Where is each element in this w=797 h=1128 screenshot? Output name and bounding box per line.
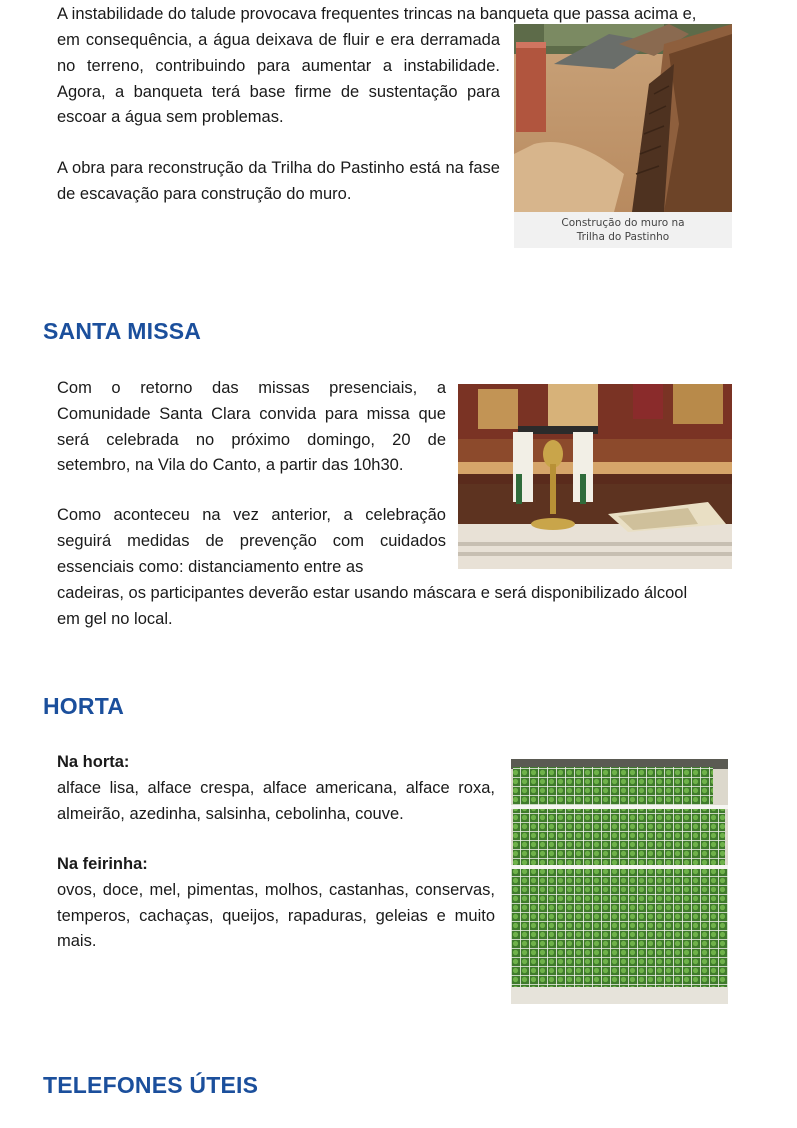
mass-altar-photo [458, 384, 732, 569]
feirinha-block [57, 852, 495, 955]
missa-paragraph-2-continued: cadeiras, os participantes deverão estar usando máscara e será disponibilizado álcool [57, 584, 688, 602]
missa-paragraph-1: Com o retorno das missas presenciais, a Comunidade Santa Clara convida para missa que será celebrada no próximo domingo, 20 de setembro, na Vila do Canto, a partir das 10h30. [57, 379, 446, 475]
caption-line-1: Construção do muro na [561, 217, 685, 229]
horta-items: alface lisa, alface crespa, alface americana, alface roxa, almeirão, azedinha, salsinha, cebolinha, couve. [57, 778, 495, 823]
obra-intro-line: A instabilidade do talude provocava frequentes trincas na banqueta que passa acima e, [57, 5, 697, 23]
heading-santa-missa: SANTA MISSA [43, 318, 202, 344]
feirinha-items: ovos, doce, mel, pimentas, molhos, castanhas, conservas, temperos, cachaças, queijos, rapaduras, geleias e muito mais. [57, 880, 495, 951]
missa-paragraph-2: Como aconteceu na vez anterior, a celebração seguirá medidas de prevenção com cuidados essenciais como: distanciamento entre as [57, 506, 446, 576]
horta-block [57, 750, 495, 827]
heading-horta: HORTA [43, 693, 125, 719]
trail-construction-photo [514, 24, 732, 212]
obra-paragraph-1: em consequência, a água deixava de fluir e era derramada no terreno, contribuindo para aumentar a instabilidade. Agora, a banqueta terá base firme de sustentação para escoar a água sem problemas. [57, 31, 500, 127]
missa-paragraph-2-end: em gel no local. [57, 610, 173, 628]
obra-paragraph-2: A obra para reconstrução da Trilha do Pastinho está na fase de escavação para construção do muro. [57, 159, 500, 203]
heading-telefones-uteis: TELEFONES ÚTEIS [43, 1072, 259, 1098]
caption-line-2: Trilha do Pastinho [576, 231, 670, 243]
trail-photo-caption [514, 212, 732, 248]
feirinha-label: Na feirinha: [57, 855, 148, 873]
seedling-trays-photo [511, 759, 728, 1004]
horta-label: Na horta: [57, 753, 130, 771]
